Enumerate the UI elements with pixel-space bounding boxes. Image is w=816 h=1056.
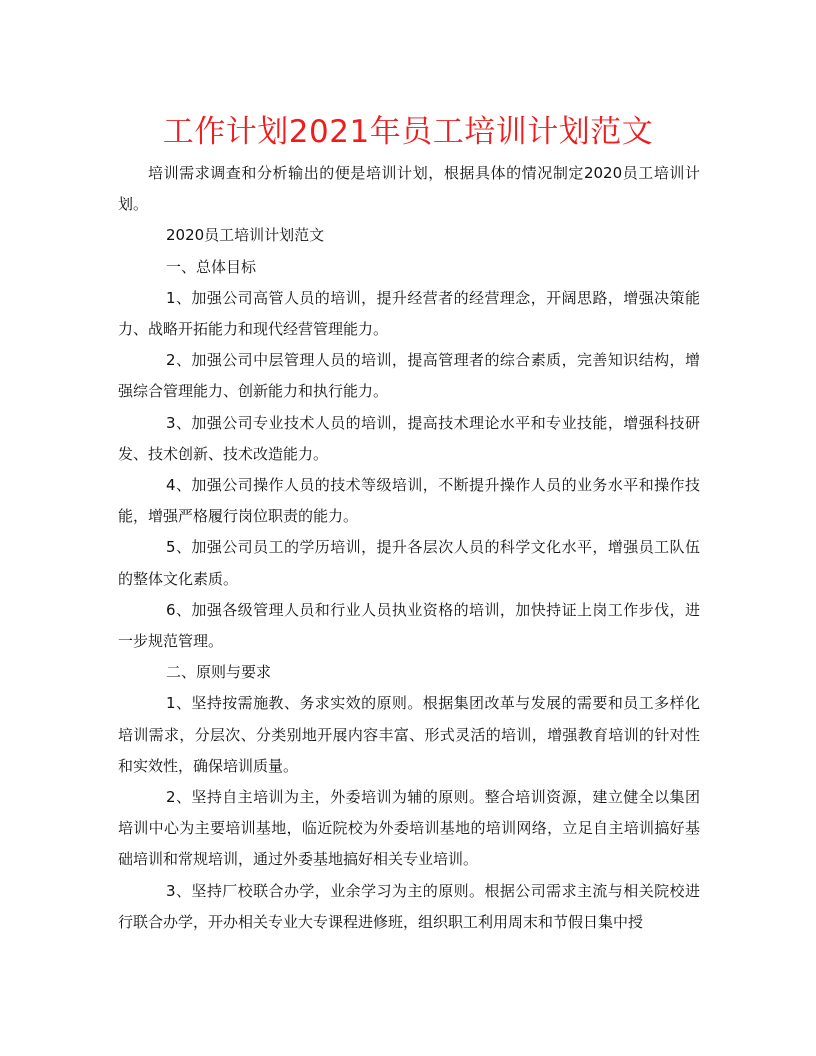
paragraph: 6、加强各级管理人员和行业人员执业资格的培训，加快持证上岗工作步伐，进一步规范管理。 — [118, 600, 700, 651]
section-heading: 二、原则与要求 — [166, 663, 272, 682]
document-title: 工作计划2021年员工培训计划范文 — [162, 114, 654, 150]
paragraph: 2020员工培训计划范文 — [166, 226, 325, 245]
paragraph: 5、加强公司员工的学历培训，提升各层次人员的科学文化水平，增强员工队伍的整体文化素质。 — [118, 538, 700, 588]
paragraph: 1、加强公司高管人员的培训，提升经营者的经营理念，开阔思路，增强决策能力、战略开拓能力和现代经营管理能力。 — [118, 288, 700, 339]
paragraph: 3、坚持厂校联合办学，业余学习为主的原则。根据公司需求主流与相关院校进行联合办学，开办相关专业大专课程进修班，组织职工利用周末和节假日集中授 — [118, 881, 700, 931]
paragraph: 4、加强公司操作人员的技术等级培训，不断提升操作人员的业务水平和操作技能，增强严格履行岗位职责的能力。 — [118, 476, 700, 526]
section-heading: 一、总体目标 — [166, 257, 257, 276]
paragraph: 3、加强公司专业技术人员的培训，提高技术理论水平和专业技能，增强科技研发、技术创新、技术改造能力。 — [118, 413, 700, 463]
paragraph: 2、坚持自主培训为主，外委培训为辅的原则。整合培训资源，建立健全以集团培训中心为主要培训基地，临近院校为外委培训基地的培训网络，立足自主培训搞好基础培训和常规培训，通过外委基地搞好相关专业培训。 — [118, 788, 700, 869]
paragraph: 培训需求调查和分析输出的便是培训计划，根据具体的情况制定2020员工培训计划。 — [118, 164, 700, 214]
document-body — [118, 158, 700, 938]
paragraph: 2、加强公司中层管理人员的培训，提高管理者的综合素质，完善知识结构，增强综合管理能力、创新能力和执行能力。 — [118, 351, 700, 401]
paragraph: 1、坚持按需施教、务求实效的原则。根据集团改革与发展的需要和员工多样化培训需求，分层次、分类别地开展内容丰富、形式灵活的培训，增强教育培训的针对性和实效性，确保培训质量。 — [118, 694, 700, 775]
